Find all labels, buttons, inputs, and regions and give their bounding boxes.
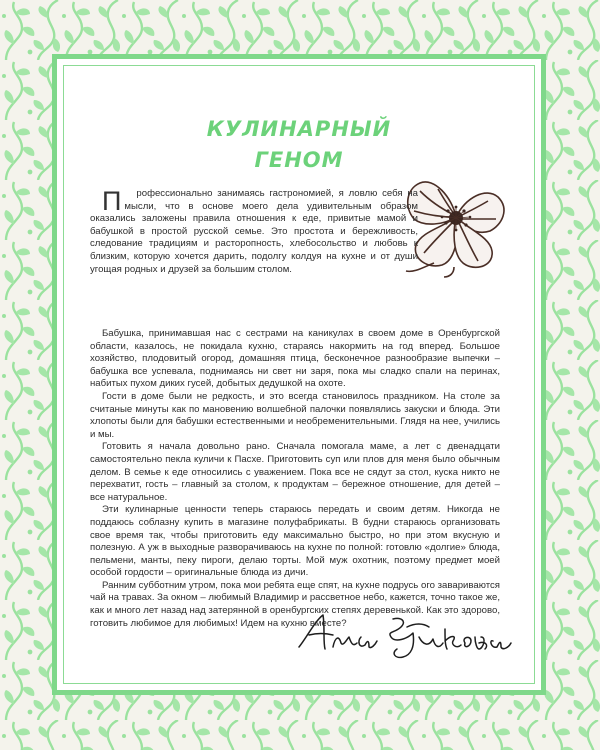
title-line-2: ГЕНОМ [254,148,344,172]
title-line-1: КУЛИНАРНЫЙ [206,117,392,141]
paragraph-1: Профессионально занимаясь гастрономией, я ловлю себя на мысли, что в основе моего дела удивительным образом оказались заложены правила отношения к еде, привитые мамой и бабушкой в простой русской семье. Это простота и бережливость, следование традициям и расторопность, хлебосольство и любовь к близким, которую хочется дарить, подолгу колдуя на кухне и от души угощая родных и друзей за большим столом. [90,186,418,275]
paragraph-6: Ранним субботним утром, пока мои ребята еще спят, на кухне подрусь ого завариваются чай на травах. За окном – любимый Владимир и рассветное небо, кажется, точно такое же, как и много лет назад над затерянной в оренбургских степях деревенькой. Как это здорово, готовить любимое для любимых! Идем на кухню вместе? [90,579,500,629]
intro-text-block [90,188,418,276]
content-panel [52,54,546,695]
body-text-block [90,328,500,630]
paragraph-4: Готовить я начала довольно рано. Сначала помогала маме, а лет с двенадцати самостоятельно пекла куличи к Пасхе. Приготовить суп или плов для меня было обычным делом. В семье к еде относились с уважением. Пока все не сядут за стол, куска никто не перехватит, гость – главный за столом, к продуктам – бережное отношение, для детей – все натуральное. [90,441,500,503]
paragraph-5: Эти кулинарные ценности теперь стараюсь передать и своим детям. Никогда не поддаюсь соблазну купить в магазине полуфабрикаты. В будни стараюсь организовать свое время так, чтобы приготовить еду максимально быстро, но при этом вкусную и полезную. А уж в выходные разворачиваюсь на кухне по полной: готовлю «долгие» блюда, пельмени, манты, пеку пироги, делаю торты. Мой муж охотник, поэтому предмет моей особой гордости – оригинальные блюда из дичи. [90,504,500,579]
paragraph-2: Бабушка, принимавшая нас с сестрами на каникулах в своем доме в Оренбургской области, казалось, не покидала кухню, стараясь накормить на год вперед. Большое хозяйство, плодовитый огород, домашняя птица, бесконечное разнообразие выпечки – бабушка все успевала, поднимаясь ни свет ни заря, пока мы сладко спали на перинах, набитых пухом диких гусей, добытых дедушкой на охоте. [90,328,500,390]
paragraph-3: Гости в доме были не редкость, и это всегда становилось праздником. На столе за считаные минуты как по мановению волшебной палочки появлялись закуски и блюда. Эти хлопоты были для бабушки естественными и необременительными. Глядя на нее, учились и мы. [90,390,500,440]
signature-image [295,607,515,661]
